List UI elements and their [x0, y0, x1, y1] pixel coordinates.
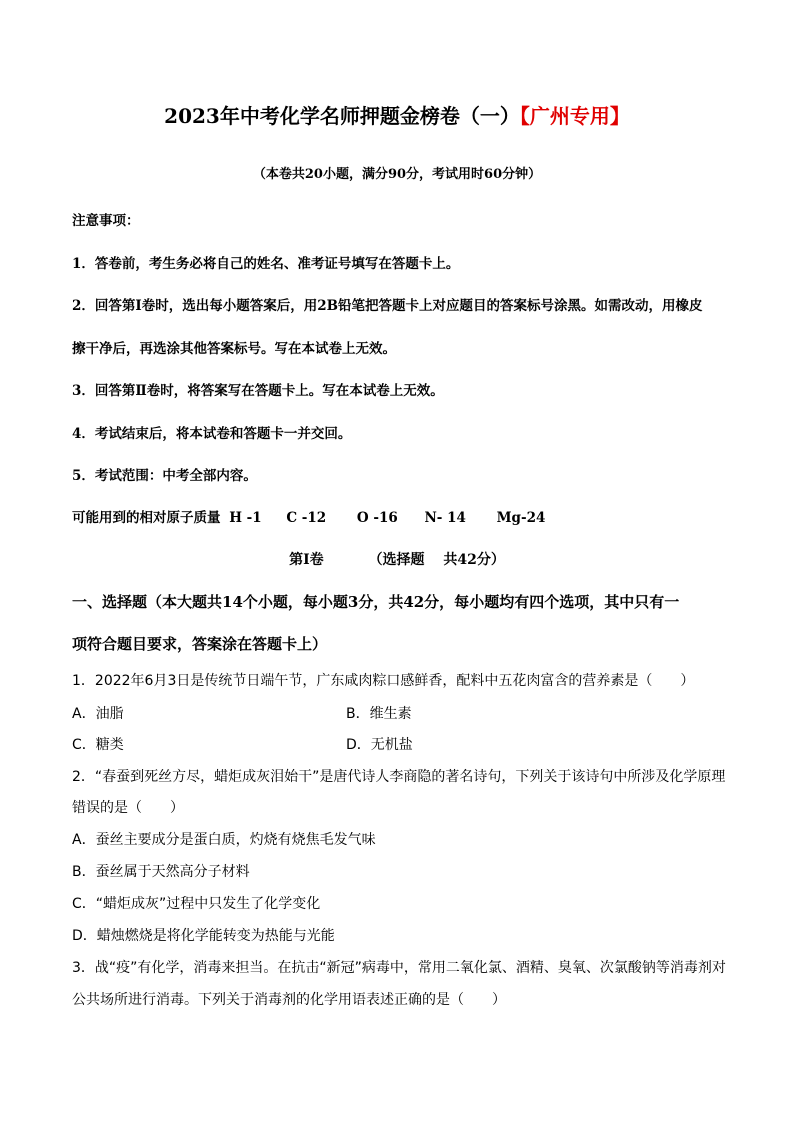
- question-2-stem: 错误的是（ ）: [72, 800, 184, 816]
- page-title: [0, 100, 794, 129]
- question-2-stem: 2．“春蚕到死丝方尽，蜡炬成灰泪始干”是唐代诗人李商隐的著名诗句，下列关于该诗句中所涉及化学原理: [72, 769, 726, 785]
- atomic-mass-line: [72, 506, 545, 526]
- title-main: 2023年中考化学名师押题金榜卷（一）: [164, 104, 520, 128]
- part1-note: （选择题 共42分）: [368, 552, 505, 568]
- notice-item: 2．回答第Ⅰ卷时，选出每小题答案后，用2B铅笔把答题卡上对应题目的答案标号涂黑。如需改动，用橡皮: [72, 298, 703, 314]
- notice-item: 4．考试结束后，将本试卷和答题卡一并交回。: [72, 426, 352, 442]
- part1-heading: [0, 549, 794, 569]
- atomic-mass-value: C -12: [286, 510, 327, 526]
- atomic-mass-value: O -16: [356, 510, 398, 526]
- exam-info: （本卷共20小题，满分90分，考试用时60分钟）: [252, 167, 542, 182]
- title-region-tag: 【广州专用】: [519, 104, 630, 128]
- section-instruction: 一、选择题（本大题共14个小题，每小题3分，共42分，每小题均有四个选项，其中只有一: [72, 593, 680, 611]
- question-3-stem: 公共场所进行消毒。下列关于消毒剂的化学用语表述正确的是（ ）: [72, 992, 506, 1008]
- question-1-option-d: D．无机盐: [346, 737, 413, 753]
- question-2-option-a: A．蚕丝主要成分是蛋白质，灼烧有烧焦毛发气味: [72, 832, 376, 848]
- part1-title: 第Ⅰ卷: [289, 552, 324, 568]
- notice-item: 擦干净后，再选涂其他答案标号。写在本试卷上无效。: [72, 341, 396, 357]
- question-2-option-c: C．“蜡炬成灰”过程中只发生了化学变化: [72, 896, 321, 912]
- question-1-stem: 1．2022年6月3日是传统节日端午节，广东咸肉粽口感鲜香，配料中五花肉富含的营养素是（ ）: [72, 673, 695, 689]
- atomic-mass-value: H -1: [229, 510, 262, 526]
- question-2-option-b: B．蚕丝属于天然高分子材料: [72, 864, 250, 880]
- question-2-option-d: D．蜡烛燃烧是将化学能转变为热能与光能: [72, 928, 335, 944]
- notice-item: 3．回答第Ⅱ卷时，将答案写在答题卡上。写在本试卷上无效。: [72, 383, 444, 399]
- atomic-mass-label: 可能用到的相对原子质量: [72, 510, 221, 526]
- question-1-option-a: A．油脂: [72, 706, 124, 722]
- notice-item: 5．考试范围：中考全部内容。: [72, 468, 257, 484]
- atomic-mass-value: N- 14: [424, 510, 466, 526]
- notice-item: 1．答卷前，考生务必将自己的姓名、准考证号填写在答题卡上。: [72, 256, 460, 272]
- section-instruction: 项符合题目要求，答案涂在答题卡上）: [72, 635, 328, 653]
- notice-heading: 注意事项：: [72, 213, 140, 229]
- question-1-option-b: B．维生素: [346, 706, 412, 722]
- question-1-option-c: C．糖类: [72, 737, 124, 753]
- question-3-stem: 3．战“疫”有化学，消毒来担当。在抗击“新冠”病毒中，常用二氧化氯、酒精、臭氧、次氯酸钠等消毒剂对: [72, 960, 726, 976]
- atomic-mass-value: Mg-24: [496, 510, 546, 526]
